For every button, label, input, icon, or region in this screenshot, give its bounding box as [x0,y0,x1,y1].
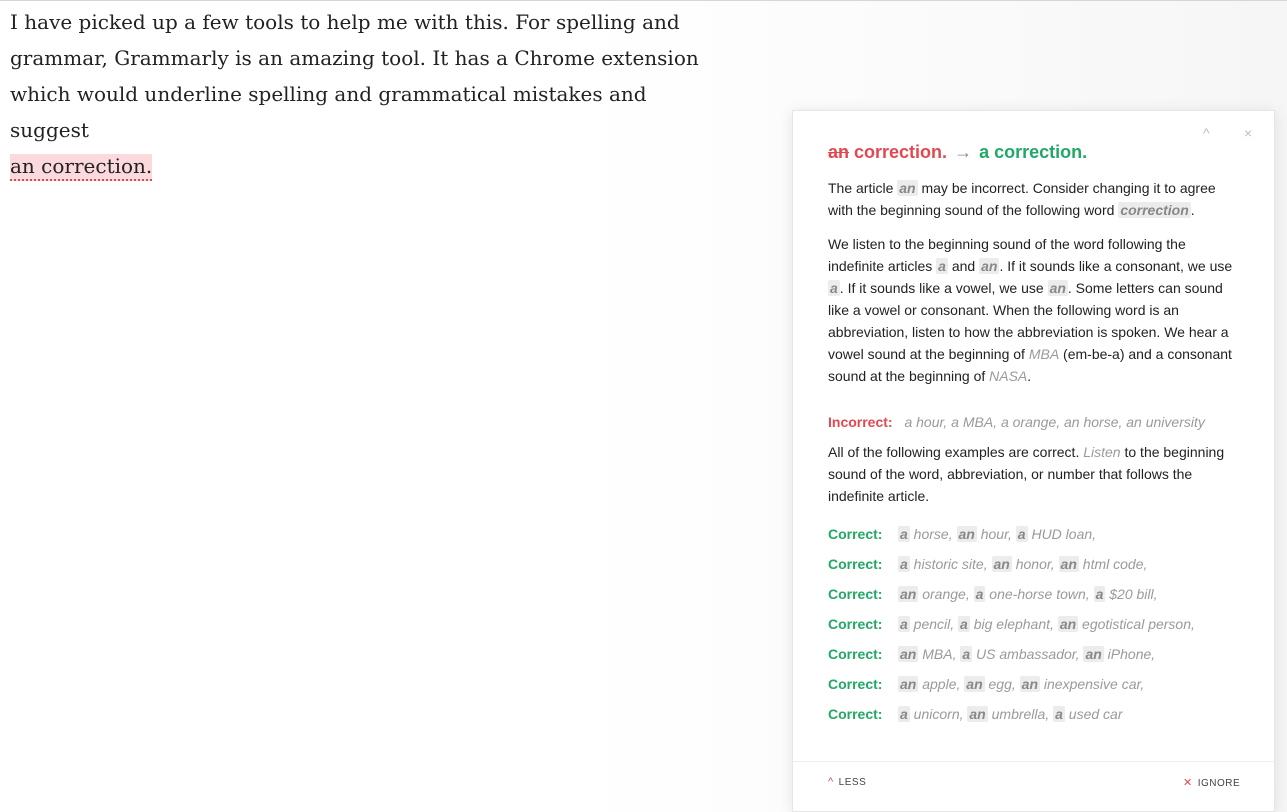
example-word: umbrella, [987,706,1054,722]
word-token: correction [1120,202,1189,218]
correct-example-row [828,609,1238,639]
article-token: a [1095,586,1104,602]
correct-label: Correct: [828,646,883,662]
close-icon: ✕ [1183,777,1193,789]
text: All of the following examples are correct. [828,444,1084,460]
original-text [828,142,947,162]
text: . If it sounds like a consonant, we use [999,258,1233,274]
article-token: an [900,676,917,692]
correct-example-row [828,639,1238,669]
example-word: historic site, [909,556,992,572]
article-token: an [899,180,916,196]
ignore-label: IGNORE [1197,778,1241,789]
explanation-body [828,177,1238,729]
article-token: an [993,556,1010,572]
correct-label: Correct: [828,556,883,572]
example-word: orange, [918,586,974,602]
article-token: a [975,586,984,602]
example-word: pencil, [909,616,959,632]
chevron-up-icon: ^ [828,776,834,788]
example-word: HUD loan, [1027,526,1097,542]
document-text[interactable] [10,4,730,184]
correct-label: Correct: [828,706,883,722]
article-token: a [962,646,971,662]
example-word: unicorn, [909,706,968,722]
less-label: LESS [838,777,867,788]
incorrect-label: Incorrect: [828,414,893,430]
correct-label: Correct: [828,526,883,542]
article-token: a [830,280,838,296]
article-token: an [1021,676,1038,692]
text: . Some letters can sound like a vowel or consonant. When the following word is an abbreviation, listen to how the abbreviation is spoken. We hear a vowel sound at the beginning of [828,280,1229,362]
explanation-paragraph-1 [828,177,1238,221]
example-word: hour, [976,526,1016,542]
example-word: one-horse town, [985,586,1094,602]
close-icon[interactable]: × [1244,125,1253,141]
grammar-suggestion-card [792,110,1275,812]
correct-label: Correct: [828,676,883,692]
text: and [947,258,980,274]
explanation-paragraph-2 [828,233,1238,387]
example-word: MBA [1028,346,1060,362]
example-word: used car [1064,706,1123,722]
article-token: an [969,706,986,722]
text: We listen to the beginning sound of the word following the indefinite articles [828,236,1186,274]
article-token: an [1060,556,1077,572]
doc-line-1: I have picked up a few tools to help me with this. For spelling and [10,10,680,34]
article-token: a [900,526,908,542]
text: may be incorrect. Consider changing it to agree with the beginning sound of the following word [828,180,1216,218]
text: . [1027,368,1032,384]
explanation-paragraph-3 [828,441,1238,507]
article-token: an [900,586,917,602]
example-word: horse, [909,526,957,542]
example-word: big elephant, [969,616,1058,632]
ignore-button[interactable] [1183,776,1240,789]
example-word: apple, [918,676,965,692]
article-token: an [958,526,975,542]
text: . [1190,202,1195,218]
arrow-right-icon: → [954,142,973,162]
article-token: an [900,646,917,662]
example-word: MBA, [918,646,961,662]
article-token: an [1059,616,1077,632]
example-word: egg, [984,676,1020,692]
article-token: a [938,258,946,274]
text: (em-be-a) and a consonant sound at the beginning of [828,346,1232,384]
original-rest: correction. [849,142,948,162]
article-token: a [900,706,908,722]
correct-example-row [828,699,1238,729]
article-token: a [900,556,908,572]
struck-article: an [828,142,850,162]
text: The article [828,180,898,196]
article-token: a [1017,526,1026,542]
correct-example-row [828,669,1238,699]
article-token: an [966,676,983,692]
correct-example-row [828,579,1238,609]
correct-examples-list [828,519,1238,729]
less-button[interactable] [828,776,866,788]
correct-example-row [828,519,1238,549]
doc-line-2: grammar, Grammarly is an amazing tool. It has a Chrome extension [10,46,699,70]
correct-label: Correct: [828,616,883,632]
flagged-text-highlight[interactable]: an correction. [10,154,152,181]
article-token: a [960,616,968,632]
text: to the beginning sound of the word, abbreviation, or number that follows the indefinite article. [828,444,1225,504]
suggestion-title [828,142,1087,163]
doc-line-3: which would underline spelling and grammatical mistakes and suggest [10,82,647,142]
article-token: a [900,616,908,632]
accept-suggestion-button[interactable]: a correction. [979,142,1088,162]
example-word: US ambassador, [972,646,1084,662]
example-word: NASA [989,368,1028,384]
correct-example-row [828,549,1238,579]
text: . If it sounds like a vowel, we use [839,280,1048,296]
article-token: an [1049,280,1066,296]
article-token: an [1085,646,1102,662]
incorrect-examples-text: a hour, a MBA, a orange, an horse, an university [904,414,1205,430]
example-word: $20 bill, [1105,586,1158,602]
top-divider [0,0,1287,1]
incorrect-examples [828,411,1238,433]
example-word: egotistical person, [1078,616,1195,632]
card-footer [793,761,1274,812]
example-word: html code, [1078,556,1148,572]
chevron-up-icon[interactable]: ^ [1203,125,1210,141]
listen-word: Listen [1083,444,1121,460]
article-token: an [981,258,998,274]
article-token: a [1055,706,1063,722]
example-word: inexpensive car, [1040,676,1145,692]
example-word: iPhone, [1103,646,1156,662]
example-word: honor, [1011,556,1059,572]
correct-label: Correct: [828,586,883,602]
